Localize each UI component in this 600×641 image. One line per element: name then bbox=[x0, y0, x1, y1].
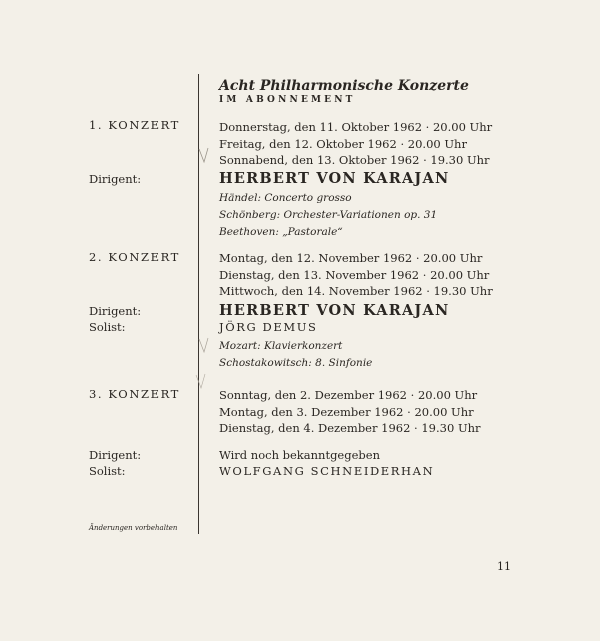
page-number: 11 bbox=[497, 560, 511, 573]
program-title: Acht Philharmonische Konzerte bbox=[219, 78, 469, 94]
concert-2-soloist-label: Solist: bbox=[89, 320, 126, 334]
concert-1-work-3: Beethoven: „Pastorale“ bbox=[219, 226, 343, 238]
pencil-tick-mark-icon bbox=[193, 372, 207, 392]
concert-3-conductor: Wird noch bekanntgegeben bbox=[219, 448, 380, 462]
concert-1-date-2: Freitag, den 12. Oktober 1962 · 20.00 Uhr bbox=[219, 137, 467, 151]
concert-3-date-2: Montag, den 3. Dezember 1962 · 20.00 Uhr bbox=[219, 405, 474, 419]
concert-2-soloist: JÖRG DEMUS bbox=[219, 320, 318, 334]
pencil-tick-mark-icon bbox=[196, 336, 210, 356]
concert-3-soloist: WOLFGANG SCHNEIDERHAN bbox=[219, 464, 435, 478]
concert-2-conductor-label: Dirigent: bbox=[89, 304, 142, 318]
concert-2-date-3: Mittwoch, den 14. November 1962 · 19.30 Uhr bbox=[219, 284, 493, 298]
concert-3-date-1: Sonntag, den 2. Dezember 1962 · 20.00 Uhr bbox=[219, 388, 478, 402]
concert-2-date-2: Dienstag, den 13. November 1962 · 20.00 Uhr bbox=[219, 268, 490, 282]
concert-3-date-3: Dienstag, den 4. Dezember 1962 · 19.30 Uhr bbox=[219, 421, 481, 435]
concert-1-conductor-label: Dirigent: bbox=[89, 172, 142, 186]
concert-2-work-2: Schostakowitsch: 8. Sinfonie bbox=[219, 357, 373, 369]
vertical-divider bbox=[198, 74, 199, 534]
concert-1-work-2: Schönberg: Orchester-Variationen op. 31 bbox=[219, 209, 438, 221]
concert-2-label: 2. KONZERT bbox=[89, 250, 180, 264]
concert-3-soloist-label: Solist: bbox=[89, 464, 126, 478]
concert-2-date-1: Montag, den 12. November 1962 · 20.00 Uhr bbox=[219, 251, 483, 265]
concert-3-label: 3. KONZERT bbox=[89, 387, 180, 401]
concert-1-work-1: Händel: Concerto grosso bbox=[219, 192, 352, 204]
concert-3-conductor-label: Dirigent: bbox=[89, 448, 142, 462]
concert-1-label: 1. KONZERT bbox=[89, 118, 180, 132]
concert-1-conductor: HERBERT VON KARAJAN bbox=[219, 170, 450, 187]
concert-1-date-1: Donnerstag, den 11. Oktober 1962 · 20.00 Uhr bbox=[219, 120, 493, 134]
concert-2-work-1: Mozart: Klavierkonzert bbox=[219, 340, 343, 352]
concert-1-date-3: Sonnabend, den 13. Oktober 1962 · 19.30 Uhr bbox=[219, 153, 490, 167]
program-subtitle: IM ABONNEMENT bbox=[219, 95, 356, 105]
footnote: Änderungen vorbehalten bbox=[89, 524, 178, 532]
concert-2-conductor: HERBERT VON KARAJAN bbox=[219, 302, 450, 319]
pencil-tick-mark-icon bbox=[196, 146, 210, 166]
